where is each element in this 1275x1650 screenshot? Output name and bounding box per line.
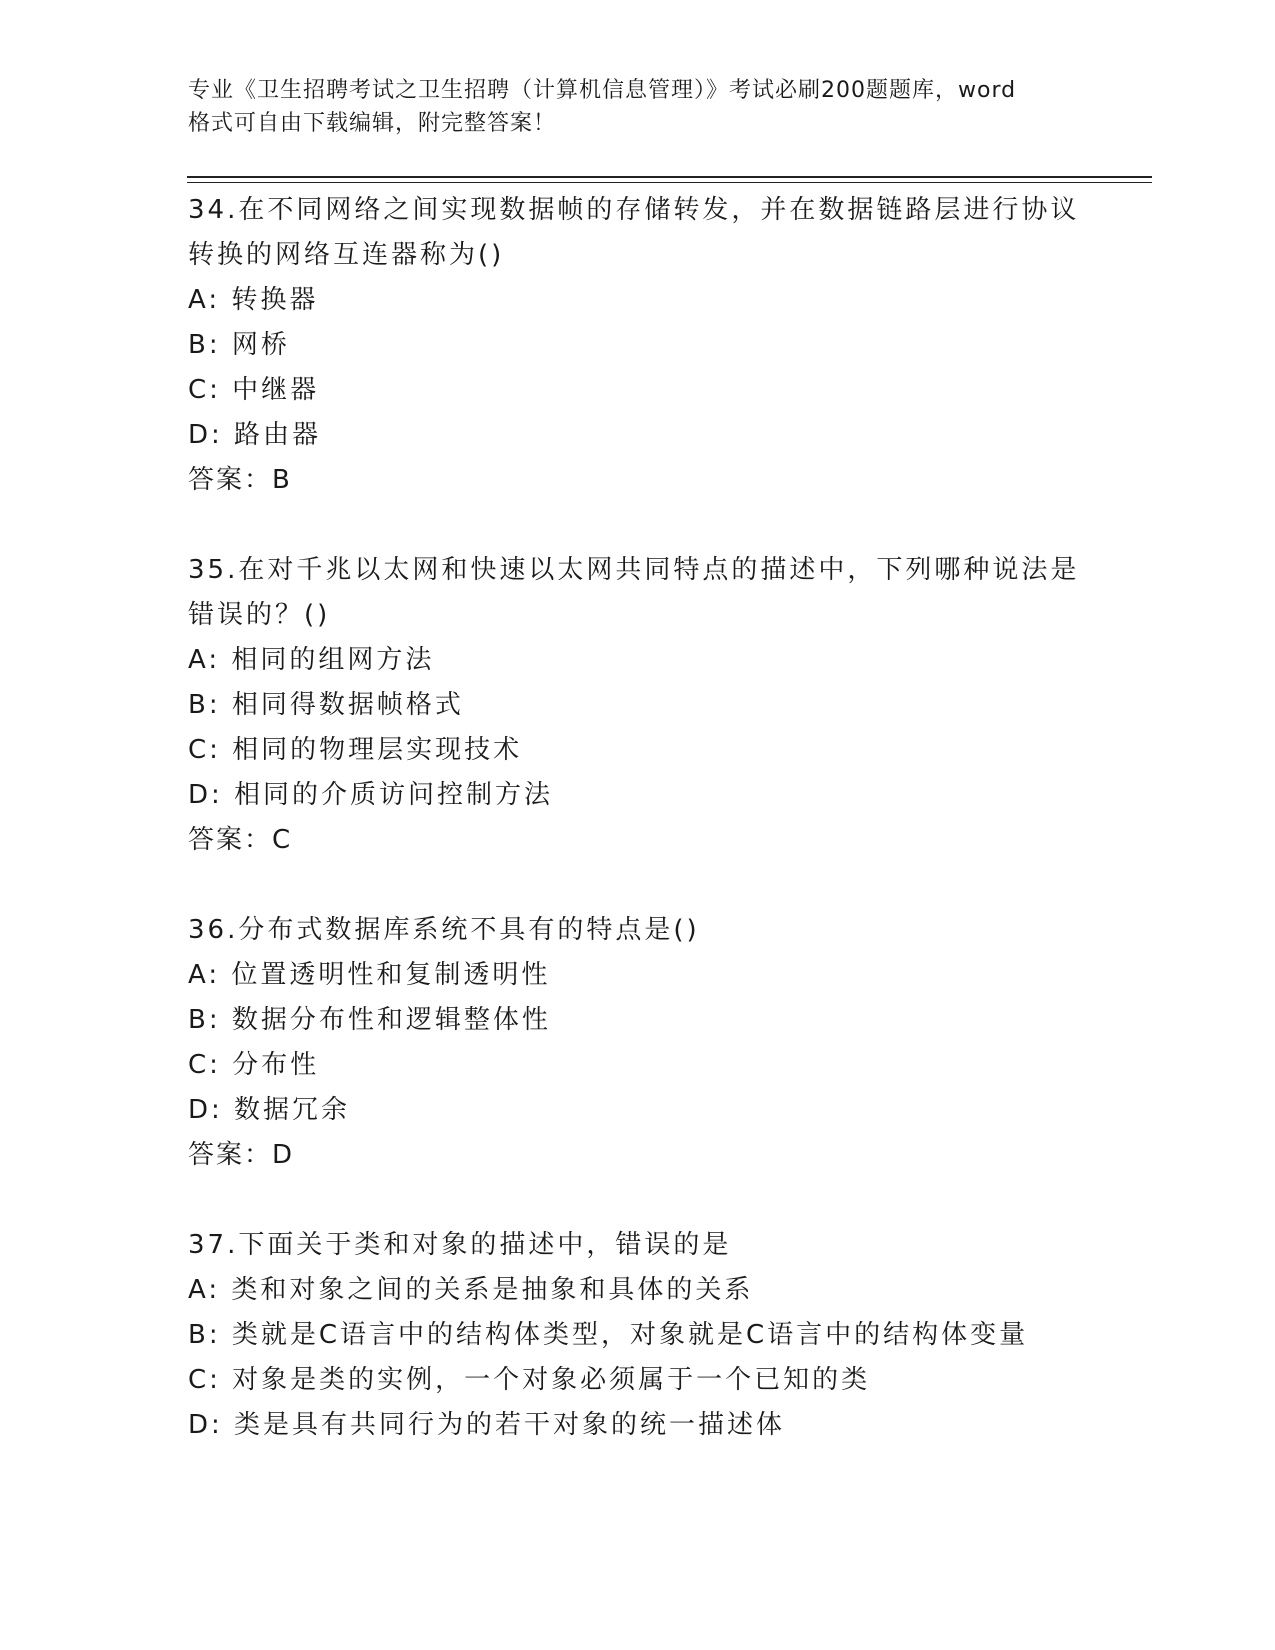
option-b: B: 数据分布性和逻辑整体性 bbox=[188, 1005, 551, 1035]
option-c: C: 对象是类的实例，一个对象必须属于一个已知的类 bbox=[188, 1365, 871, 1395]
question-stem-continued: 转换的网络互连器称为() bbox=[188, 240, 505, 270]
question-36 bbox=[188, 908, 1128, 1178]
option-d: D: 类是具有共同行为的若干对象的统一描述体 bbox=[188, 1410, 786, 1440]
option-c: C: 中继器 bbox=[188, 375, 320, 405]
option-b: B: 网桥 bbox=[188, 330, 290, 360]
question-stem: 37.下面关于类和对象的描述中，错误的是 bbox=[188, 1230, 732, 1260]
header-line-2: 格式可自由下载编辑，附完整答案！ bbox=[188, 111, 557, 136]
answer: 答案：C bbox=[188, 825, 293, 855]
option-a: A: 转换器 bbox=[188, 285, 319, 315]
answer: 答案：D bbox=[188, 1140, 295, 1170]
option-c: C: 相同的物理层实现技术 bbox=[188, 735, 523, 765]
option-b: B: 类就是C语言中的结构体类型，对象就是C语言中的结构体变量 bbox=[188, 1320, 1029, 1350]
question-35 bbox=[188, 548, 1128, 863]
header-rule-thick bbox=[187, 176, 1152, 178]
question-list bbox=[188, 188, 1128, 1448]
option-d: D: 相同的介质访问控制方法 bbox=[188, 780, 554, 810]
question-spacer bbox=[188, 503, 1128, 548]
header-rule-thin bbox=[187, 182, 1152, 183]
answer: 答案：B bbox=[188, 465, 292, 495]
option-d: D: 路由器 bbox=[188, 420, 322, 450]
question-stem: 36.分布式数据库系统不具有的特点是() bbox=[188, 915, 700, 945]
question-stem-continued: 错误的？() bbox=[188, 600, 331, 630]
question-37 bbox=[188, 1223, 1128, 1448]
question-34 bbox=[188, 188, 1128, 503]
question-spacer bbox=[188, 1178, 1128, 1223]
header-line-1: 专业《卫生招聘考试之卫生招聘（计算机信息管理）》考试必刷200题题库，word bbox=[188, 78, 1017, 103]
question-stem: 35.在对千兆以太网和快速以太网共同特点的描述中，下列哪种说法是 bbox=[188, 555, 1080, 585]
option-a: A: 类和对象之间的关系是抽象和具体的关系 bbox=[188, 1275, 754, 1305]
option-a: A: 位置透明性和复制透明性 bbox=[188, 960, 551, 990]
option-a: A: 相同的组网方法 bbox=[188, 645, 435, 675]
option-b: B: 相同得数据帧格式 bbox=[188, 690, 464, 720]
question-stem: 34.在不同网络之间实现数据帧的存储转发，并在数据链路层进行协议 bbox=[188, 195, 1080, 225]
question-spacer bbox=[188, 863, 1128, 908]
document-header bbox=[188, 74, 1088, 140]
option-c: C: 分布性 bbox=[188, 1050, 320, 1080]
option-d: D: 数据冗余 bbox=[188, 1095, 351, 1125]
